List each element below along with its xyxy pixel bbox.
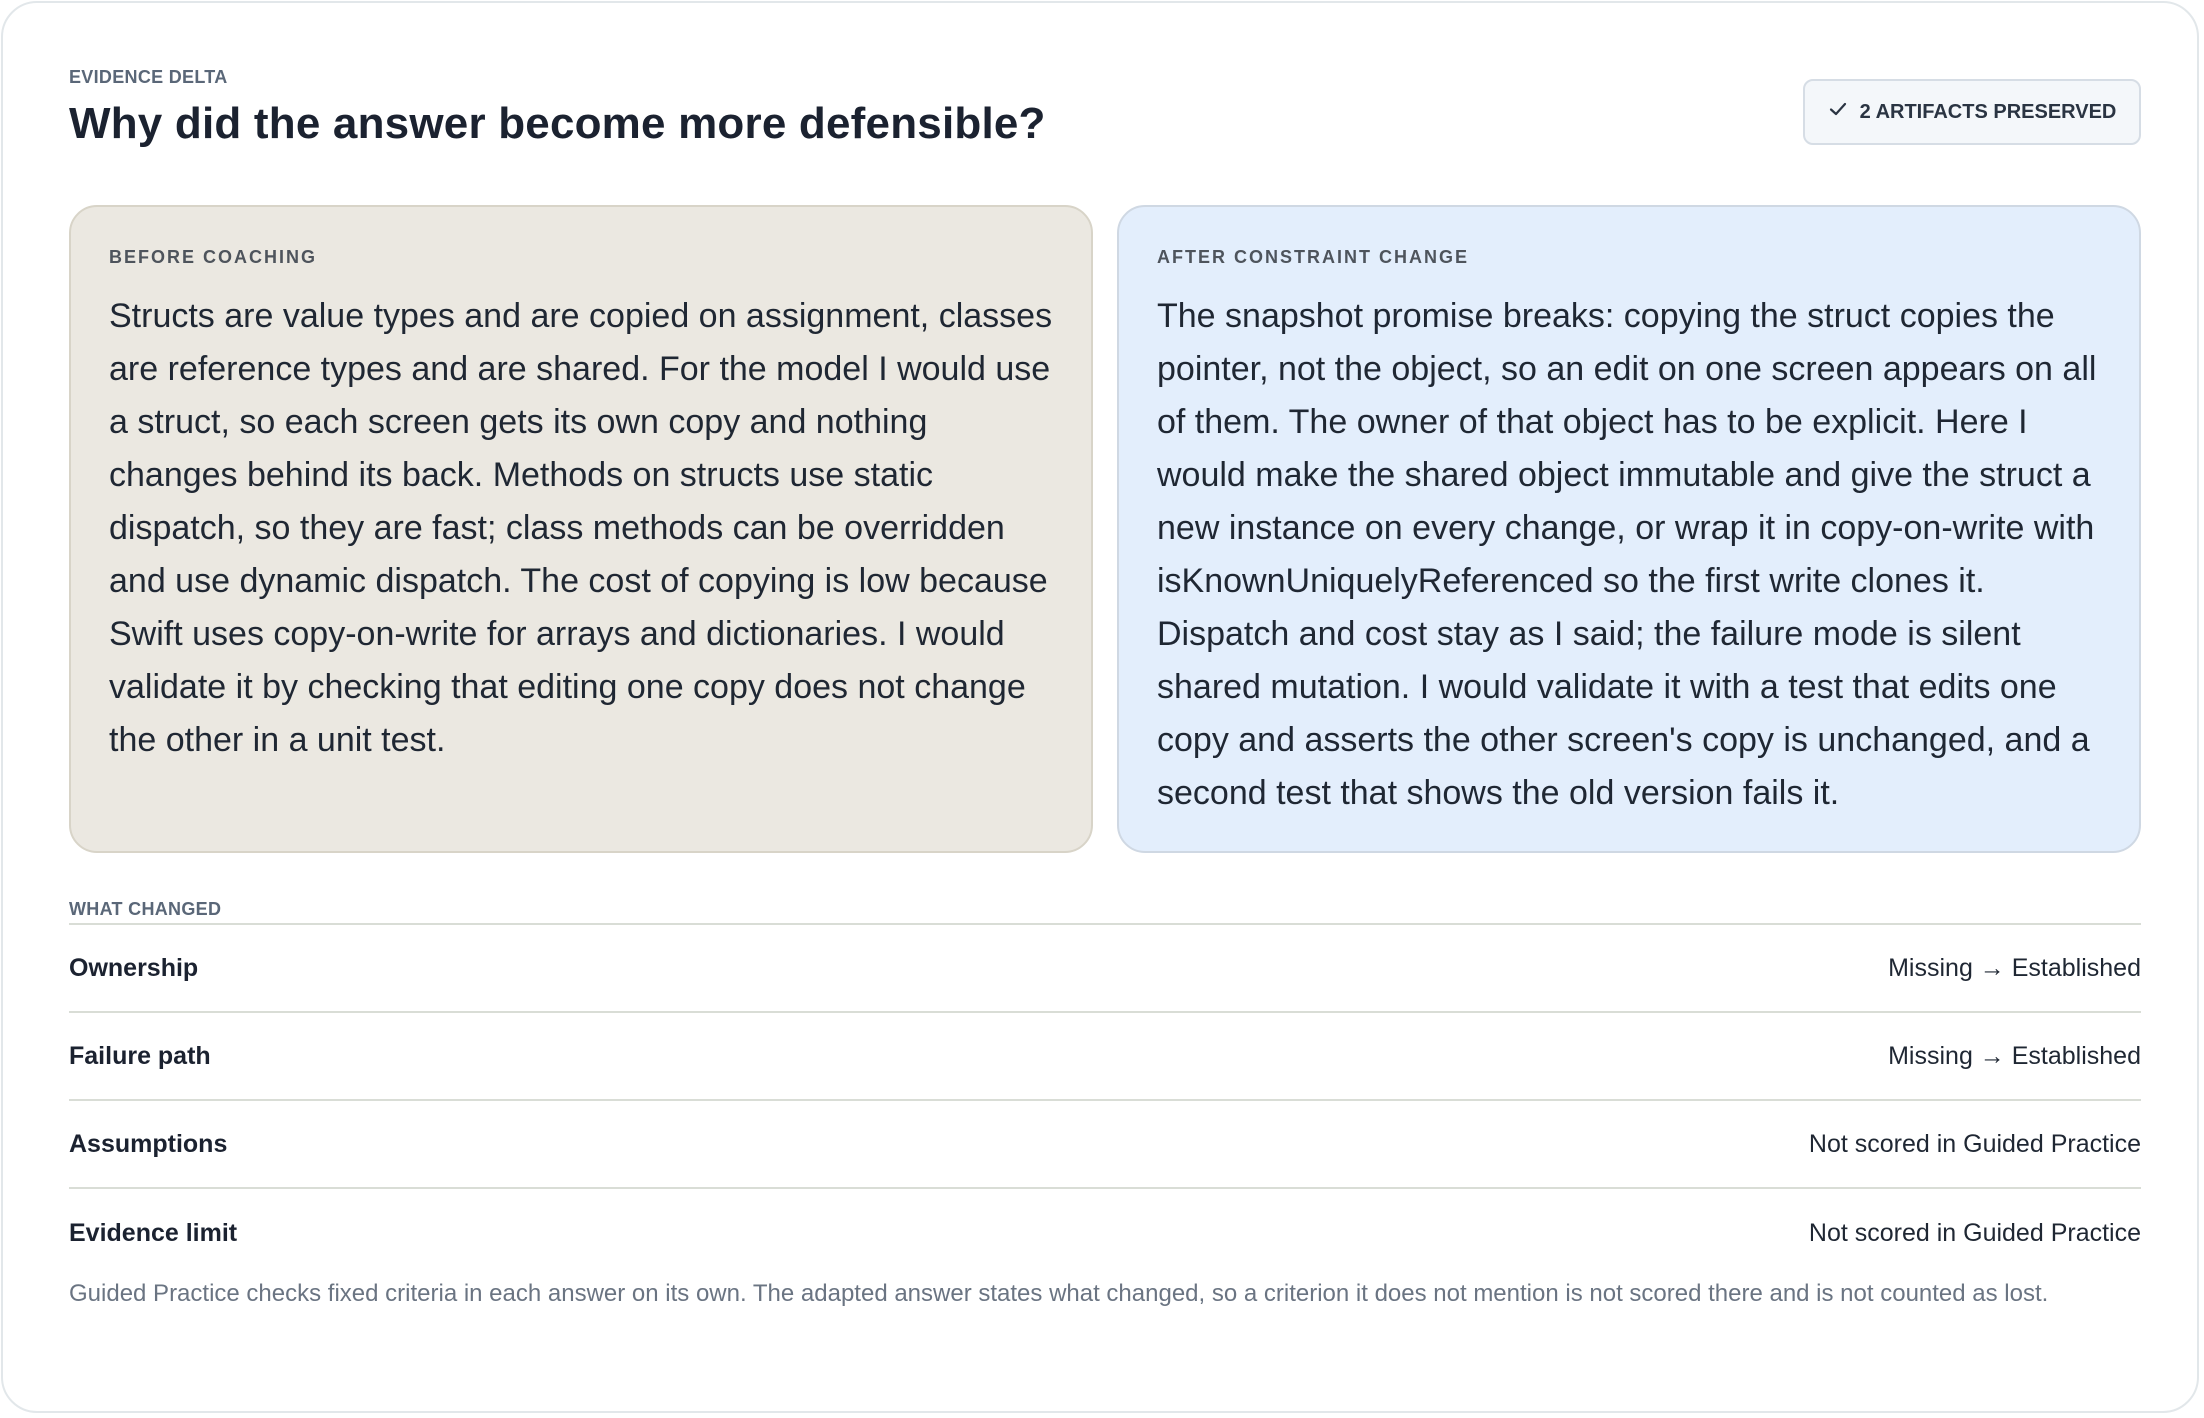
criterion-name: Ownership — [69, 953, 199, 982]
criterion-status: Missing → Established — [1888, 1041, 2141, 1070]
criterion-name: Evidence limit — [69, 1218, 238, 1247]
artifacts-preserved-badge — [1803, 79, 2141, 145]
evidence-delta-card — [1, 1, 2199, 1413]
badge-label: 2 ARTIFACTS PRESERVED — [1859, 100, 2117, 123]
what-changed-list — [69, 923, 2141, 1277]
scoring-footnote: Guided Practice checks fixed criteria in each answer on its own. The adapted answer states what changed, so a criterion it does not mention is not scored there and is not counted as lost. — [69, 1280, 2049, 1307]
after-panel-label: AFTER CONSTRAINT CHANGE — [1157, 247, 1469, 267]
criterion-status: Not scored in Guided Practice — [1808, 1218, 2141, 1247]
criterion-status: Not scored in Guided Practice — [1808, 1129, 2141, 1158]
section-eyebrow: EVIDENCE DELTA — [69, 67, 228, 87]
check-icon — [1828, 99, 1848, 125]
criterion-name: Failure path — [69, 1041, 211, 1070]
change-row-assumptions — [69, 1101, 2141, 1189]
criterion-status: Missing → Established — [1888, 953, 2141, 982]
what-changed-label: WHAT CHANGED — [69, 899, 222, 919]
before-coaching-panel — [69, 205, 1093, 853]
after-answer-text: The snapshot promise breaks: copying the struct copies the pointer, not the object, so an edit on one screen appears on all of them. The owner of that object has to be explicit. Here I would make the shared object immutable and give the struct a new instance on every change, or wrap it in copy-on-write with isKnownUniquelyReferenced so the first write clones it. Dispatch and cost stay as I said; the failure mode is silent shared mutation. I would validate it with a test that edits one copy and asserts the other screen's copy is unchanged, and a second test that shows the old version fails it. — [1157, 297, 2097, 812]
page-title: Why did the answer become more defensible? — [69, 99, 1046, 148]
before-answer-text: Structs are value types and are copied on assignment, classes are reference types and are shared. For the model I would use a struct, so each screen gets its own copy and nothing changes behind its back. Methods on structs use static dispatch, so they are fast; class methods can be overridden and use dynamic dispatch. The cost of copying is low because Swift uses copy-on-write for arrays and dictionaries. I would validate it by checking that editing one copy does not change the other in a unit test. — [109, 297, 1053, 759]
after-constraint-panel — [1117, 205, 2141, 853]
change-row-failure-path — [69, 1013, 2141, 1101]
change-row-ownership — [69, 925, 2141, 1013]
change-row-evidence-limit — [69, 1189, 2141, 1277]
before-panel-label: BEFORE COACHING — [109, 247, 318, 267]
criterion-name: Assumptions — [69, 1129, 228, 1158]
